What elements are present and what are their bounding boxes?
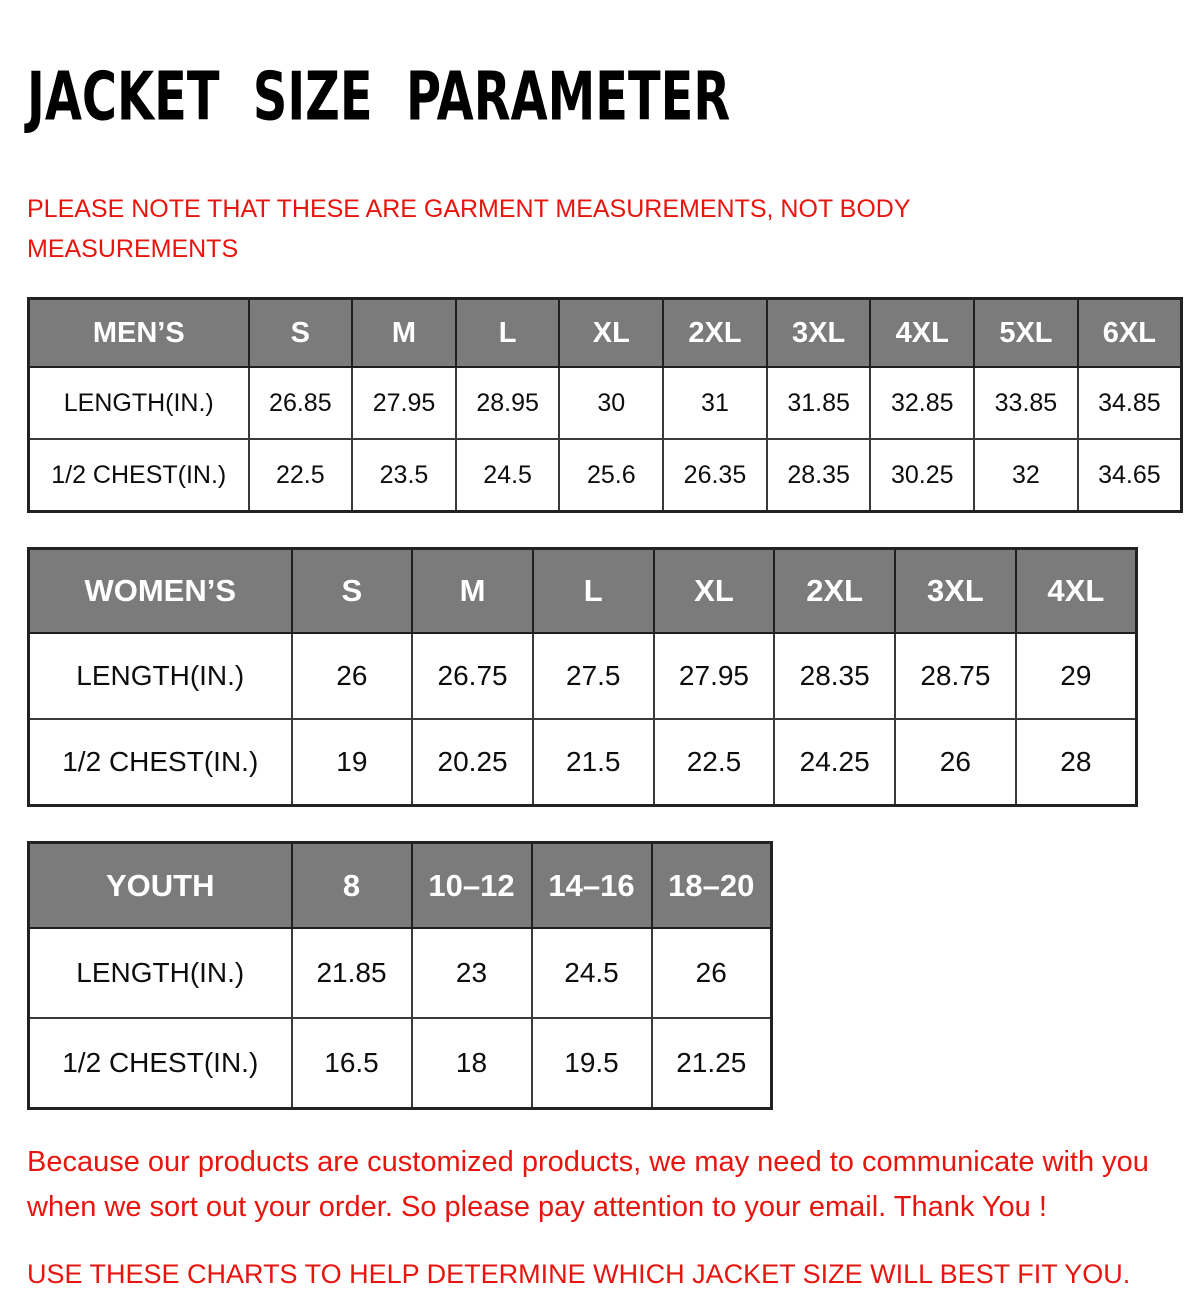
- value-cell: 34.65: [1078, 439, 1182, 511]
- size-header-cell: M: [352, 298, 456, 367]
- measurement-row: [29, 439, 1182, 511]
- value-cell: 19.5: [532, 1018, 652, 1108]
- value-cell: 21.85: [292, 928, 412, 1018]
- value-cell: 23.5: [352, 439, 456, 511]
- size-header-cell: 5XL: [974, 298, 1078, 367]
- size-header-cell: 2XL: [663, 298, 767, 367]
- measurement-label-cell: LENGTH(IN.): [29, 928, 292, 1018]
- footer-usage-note: USE THESE CHARTS TO HELP DETERMINE WHICH JACKET SIZE WILL BEST FIT YOU.: [27, 1258, 1131, 1289]
- measurement-label-cell: LENGTH(IN.): [29, 633, 292, 719]
- value-cell: 25.6: [559, 439, 663, 511]
- measurement-label-cell: 1/2 CHEST(IN.): [29, 1018, 292, 1108]
- size-header-cell: 10–12: [412, 842, 532, 928]
- size-header-cell: 4XL: [1016, 548, 1137, 633]
- group-label-cell: WOMEN’S: [29, 548, 292, 633]
- value-cell: 22.5: [249, 439, 353, 511]
- value-cell: 28.95: [456, 367, 560, 439]
- value-cell: 29: [1016, 633, 1137, 719]
- measurement-label-cell: 1/2 CHEST(IN.): [29, 719, 292, 805]
- value-cell: 28.35: [774, 633, 895, 719]
- value-cell: 26.35: [663, 439, 767, 511]
- womens-size-table: [27, 547, 1138, 807]
- size-header-cell: L: [533, 548, 654, 633]
- size-header-cell: XL: [654, 548, 775, 633]
- value-cell: 28.35: [767, 439, 871, 511]
- value-cell: 19: [292, 719, 413, 805]
- value-cell: 27.95: [352, 367, 456, 439]
- header-row: [29, 548, 1137, 633]
- value-cell: 28.75: [895, 633, 1016, 719]
- header-row: [29, 298, 1182, 367]
- size-header-cell: L: [456, 298, 560, 367]
- value-cell: 24.5: [532, 928, 652, 1018]
- measurement-row: [29, 928, 772, 1018]
- value-cell: 22.5: [654, 719, 775, 805]
- header-row: [29, 842, 772, 928]
- value-cell: 27.5: [533, 633, 654, 719]
- value-cell: 31.85: [767, 367, 871, 439]
- size-header-cell: M: [412, 548, 533, 633]
- size-header-cell: 8: [292, 842, 412, 928]
- size-header-cell: 3XL: [895, 548, 1016, 633]
- value-cell: 21.5: [533, 719, 654, 805]
- value-cell: 24.5: [456, 439, 560, 511]
- value-cell: 21.25: [652, 1018, 772, 1108]
- tables: [27, 297, 1200, 1110]
- measurement-label-cell: LENGTH(IN.): [29, 367, 249, 439]
- measurement-row: [29, 719, 1137, 805]
- size-header-cell: XL: [559, 298, 663, 367]
- value-cell: 26.75: [412, 633, 533, 719]
- value-cell: 30.25: [870, 439, 974, 511]
- size-header-cell: S: [292, 548, 413, 633]
- value-cell: 26: [895, 719, 1016, 805]
- value-cell: 32.85: [870, 367, 974, 439]
- size-header-cell: S: [249, 298, 353, 367]
- value-cell: 28: [1016, 719, 1137, 805]
- measurement-label-cell: 1/2 CHEST(IN.): [29, 439, 249, 511]
- value-cell: 33.85: [974, 367, 1078, 439]
- footer-communication-note: Because our products are customized products, we may need to communicate with you when we sort out your order. So please pay attention to your email. Thank You !: [27, 1145, 1149, 1223]
- garment-measurement-note: PLEASE NOTE THAT THESE ARE GARMENT MEASUREMENTS, NOT BODY MEASUREMENTS: [27, 194, 911, 263]
- measurement-row: [29, 1018, 772, 1108]
- value-cell: 31: [663, 367, 767, 439]
- size-header-cell: 18–20: [652, 842, 772, 928]
- value-cell: 27.95: [654, 633, 775, 719]
- size-header-cell: 6XL: [1078, 298, 1182, 367]
- page-title: JACKET SIZE PARAMETER: [27, 58, 731, 136]
- value-cell: 30: [559, 367, 663, 439]
- group-label-cell: YOUTH: [29, 842, 292, 928]
- value-cell: 20.25: [412, 719, 533, 805]
- value-cell: 23: [412, 928, 532, 1018]
- value-cell: 18: [412, 1018, 532, 1108]
- youth-size-table: [27, 841, 773, 1110]
- value-cell: 34.85: [1078, 367, 1182, 439]
- size-header-cell: 4XL: [870, 298, 974, 367]
- size-header-cell: 3XL: [767, 298, 871, 367]
- value-cell: 26: [652, 928, 772, 1018]
- value-cell: 26.85: [249, 367, 353, 439]
- value-cell: 24.25: [774, 719, 895, 805]
- measurement-row: [29, 367, 1182, 439]
- size-header-cell: 2XL: [774, 548, 895, 633]
- measurement-row: [29, 633, 1137, 719]
- value-cell: 26: [292, 633, 413, 719]
- size-header-cell: 14–16: [532, 842, 652, 928]
- group-label-cell: MEN’S: [29, 298, 249, 367]
- value-cell: 16.5: [292, 1018, 412, 1108]
- value-cell: 32: [974, 439, 1078, 511]
- mens-size-table: [27, 297, 1183, 513]
